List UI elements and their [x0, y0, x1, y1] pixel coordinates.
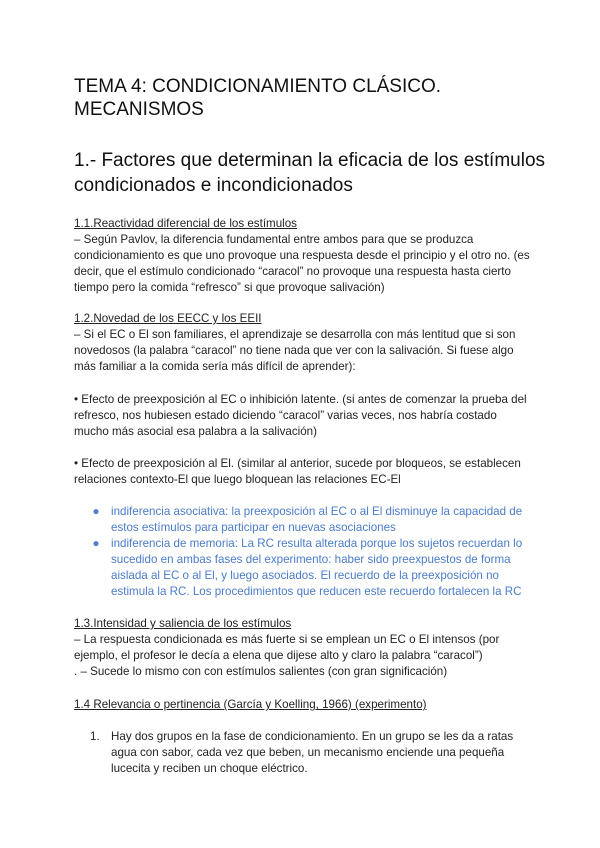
section-1-1-text: – Según Pavlov, la diferencia fundamental entre ambos para que se produzca condicionamiento es que uno provoque una respuesta desde el principio y el otro no. (es decir, que el estímulo condicionado “caracol” no provoque una respuesta hasta cierto tiempo pero la comida “refresco” si que provoque salivación) [74, 233, 530, 294]
section-1-4-heading: 1.4 Relevancia o pertinencia (García y Koelling, 1966) (experimento) [74, 698, 427, 711]
bullet-icon: ● [92, 505, 100, 518]
experiment-steps [90, 729, 530, 777]
list-item: 1. Hay dos grupos en la fase de condicionamiento. En un grupo se les da a ratas agua con sabor, cada vez que beben, un mecanismo enciende una pequeña lucecita y reciben un choque eléctrico. [90, 730, 514, 775]
section-1-3-heading: 1.3.Intensidad y saliencia de los estímulos [74, 617, 292, 630]
section-1-1-heading: 1.1.Reactividad diferencial de los estímulos [74, 217, 297, 230]
section-1-2 [74, 311, 534, 375]
section-1-3-text-1: – La respuesta condicionada es más fuerte si se emplean un EC o El intensos (por ejemplo, el profesor le decía a elena que dijese alto y claro la palabra “caracol”) [74, 633, 500, 662]
bullet-icon: ● [92, 537, 100, 550]
section-1-2-text: – Si el EC o El son familiares, el aprendizaje se desarrolla con más lentitud que si son novedosos (la palabra “caracol” no tiene nada que ver con la salivación. Si fuese algo más familiar a la comida sería más difícil de aprender): [74, 328, 516, 373]
effect-preexposure-ec: • Efecto de preexposición al EC o inhibición latente. (si antes de comenzar la prueba del refresco, nos hubiesen estado diciendo “caracol” varias veces, nos habría costado mucho más asocial esa palabra a la salivación) [74, 393, 527, 438]
indifference-list [90, 504, 530, 600]
section-1-3-text-2: . – Sucede lo mismo con con estímulos salientes (con gran significación) [74, 665, 448, 678]
section-1-1 [74, 216, 534, 296]
section-1-2-heading: 1.2.Novedad de los EECC y los EEII [74, 312, 262, 325]
list-item: ● indiferencia asociativa: la preexposición al EC o al El disminuye la capacidad de estos estímulos para participar en nuevas asociaciones [90, 504, 530, 536]
effect-preexposure-ei: • Efecto de preexposición al El. (similar al anterior, sucede por bloqueos, se establecen relaciones contexto-El que luego bloquean las relaciones EC-El [74, 457, 521, 486]
list-item: ● indiferencia de memoria: La RC resulta alterada porque los sujetos recuerdan lo sucedido en ambas fases del experimento: haber sido preexpuestos de forma aislada al EC o al El, y luego asociados. El recuerdo de la preexposición no estimula la RC. Los procedimientos que reducen este recuerdo fortalecen la RC [90, 536, 530, 600]
section-1-heading: 1.- Factores que determinan la eficacia de los estímulos condicionados e incondicionados [74, 150, 546, 196]
section-1-4 [74, 697, 534, 713]
document-title: TEMA 4: CONDICIONAMIENTO CLÁSICO. MECANISMOS [74, 76, 442, 120]
section-1-3 [74, 616, 534, 680]
